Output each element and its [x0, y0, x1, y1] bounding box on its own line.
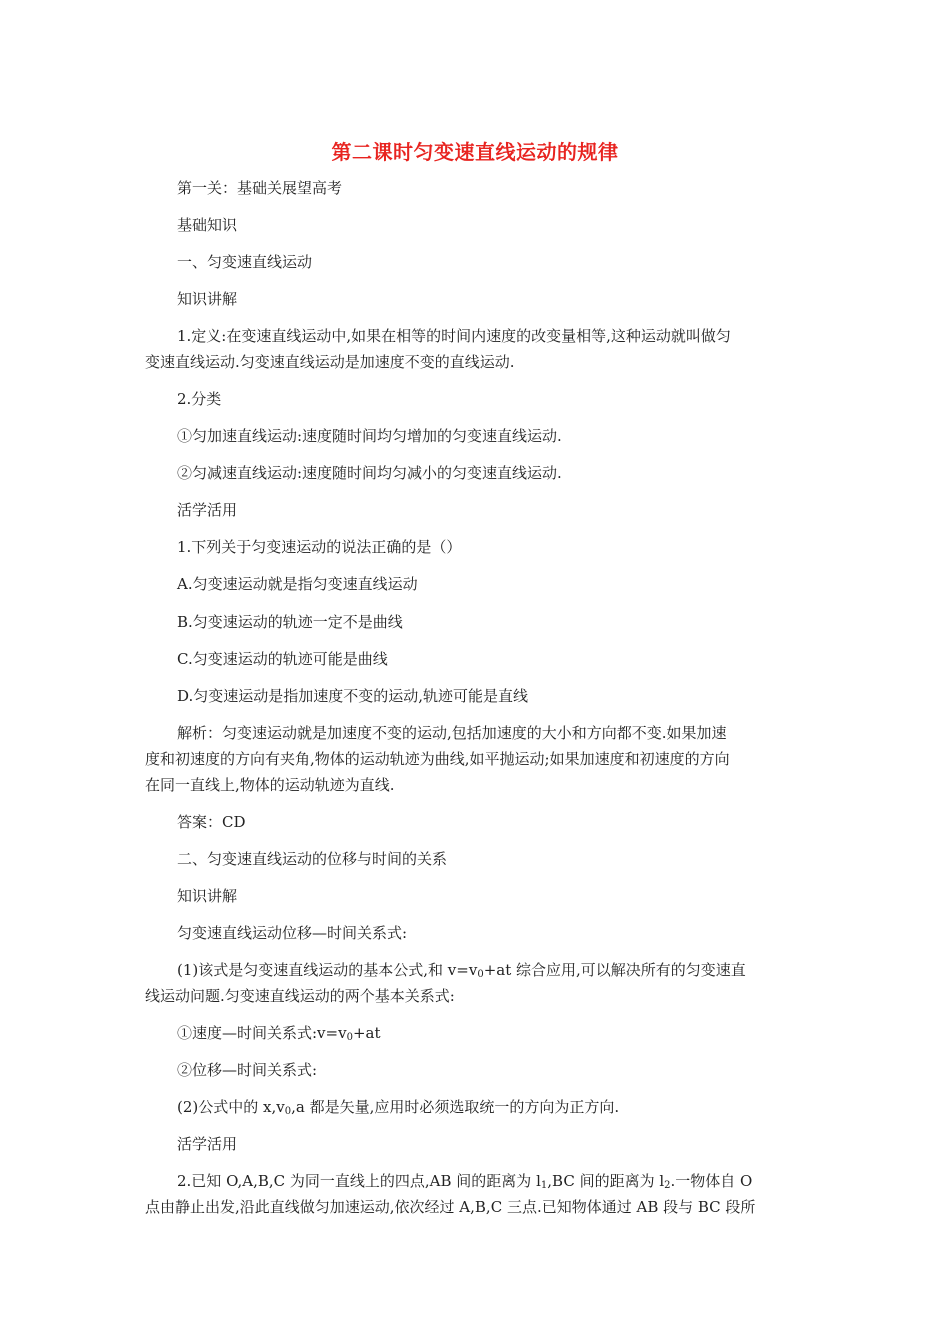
formula-note-cont: 线运动问题.匀变速直线运动的两个基本关系式:	[145, 987, 455, 1005]
classification-heading: 2.分类	[177, 390, 222, 408]
practice-heading: 活学活用	[177, 1135, 238, 1153]
option-d: D.匀变速运动是指加速度不变的运动,轨迹可能是直线	[177, 687, 529, 705]
formula-note: (1)该式是匀变速直线运动的基本公式,和 $v=v_0+at$ 综合应用,可以解决所有的匀变速直	[177, 961, 746, 980]
topic-heading: 二、匀变速直线运动的位移与时间的关系	[177, 850, 448, 868]
option-a: A.匀变速运动就是指匀变速直线运动	[177, 575, 418, 593]
question-text: 2.已知 O,A,B,C 为同一直线上的四点,AB 间的距离为 $l_1,BC$ 间的距离为 $l_2$.一物体自 O	[177, 1172, 753, 1191]
section-heading: 第一关：基础关展望高考	[177, 179, 343, 197]
classification-item: ②匀减速直线运动:速度随时间均匀减小的匀变速直线运动.	[177, 464, 562, 482]
analysis-paragraph-cont: 在同一直线上,物体的运动轨迹为直线.	[145, 776, 395, 794]
question-text-cont: 点由静止出发,沿此直线做匀加速运动,依次经过 A,B,C 三点.已知物体通过 AB 段与 BC 段所	[145, 1198, 756, 1216]
analysis-paragraph-cont: 度和初速度的方向有夹角,物体的运动轨迹为曲线,如平抛运动;如果加速度和初速度的方向	[145, 750, 730, 768]
practice-heading: 活学活用	[177, 501, 238, 519]
definition-paragraph: 1.定义:在变速直线运动中,如果在相等的时间内速度的改变量相等,这种运动就叫做匀	[177, 327, 731, 345]
knowledge-heading: 知识讲解	[177, 290, 238, 308]
classification-item: ①匀加速直线运动:速度随时间均匀增加的匀变速直线运动.	[177, 427, 562, 445]
subsection-heading: 基础知识	[177, 216, 238, 234]
answer-text: 答案：CD	[177, 813, 246, 831]
topic-heading: 一、匀变速直线运动	[177, 253, 313, 271]
knowledge-heading: 知识讲解	[177, 887, 238, 905]
velocity-formula: ①速度—时间关系式$:v=v_0+at$	[177, 1024, 381, 1043]
formula-intro: 匀变速直线运动位移—时间关系式:	[177, 924, 408, 942]
analysis-paragraph: 解析：匀变速运动就是加速度不变的运动,包括加速度的大小和方向都不变.如果加速	[177, 724, 727, 742]
definition-paragraph-cont: 变速直线运动.匀变速直线运动是加速度不变的直线运动.	[145, 353, 515, 371]
vector-note: (2)公式中的 $x,v_0,a$ 都是矢量,应用时必须选取统一的方向为正方向.	[177, 1098, 620, 1117]
option-c: C.匀变速运动的轨迹可能是曲线	[177, 650, 388, 668]
question-text: 1.下列关于匀变速运动的说法正确的是（）	[177, 538, 462, 556]
option-b: B.匀变速运动的轨迹一定不是曲线	[177, 613, 403, 631]
displacement-formula: ②位移—时间关系式:	[177, 1061, 318, 1079]
page-title: 第二课时匀变速直线运动的规律	[331, 140, 619, 164]
